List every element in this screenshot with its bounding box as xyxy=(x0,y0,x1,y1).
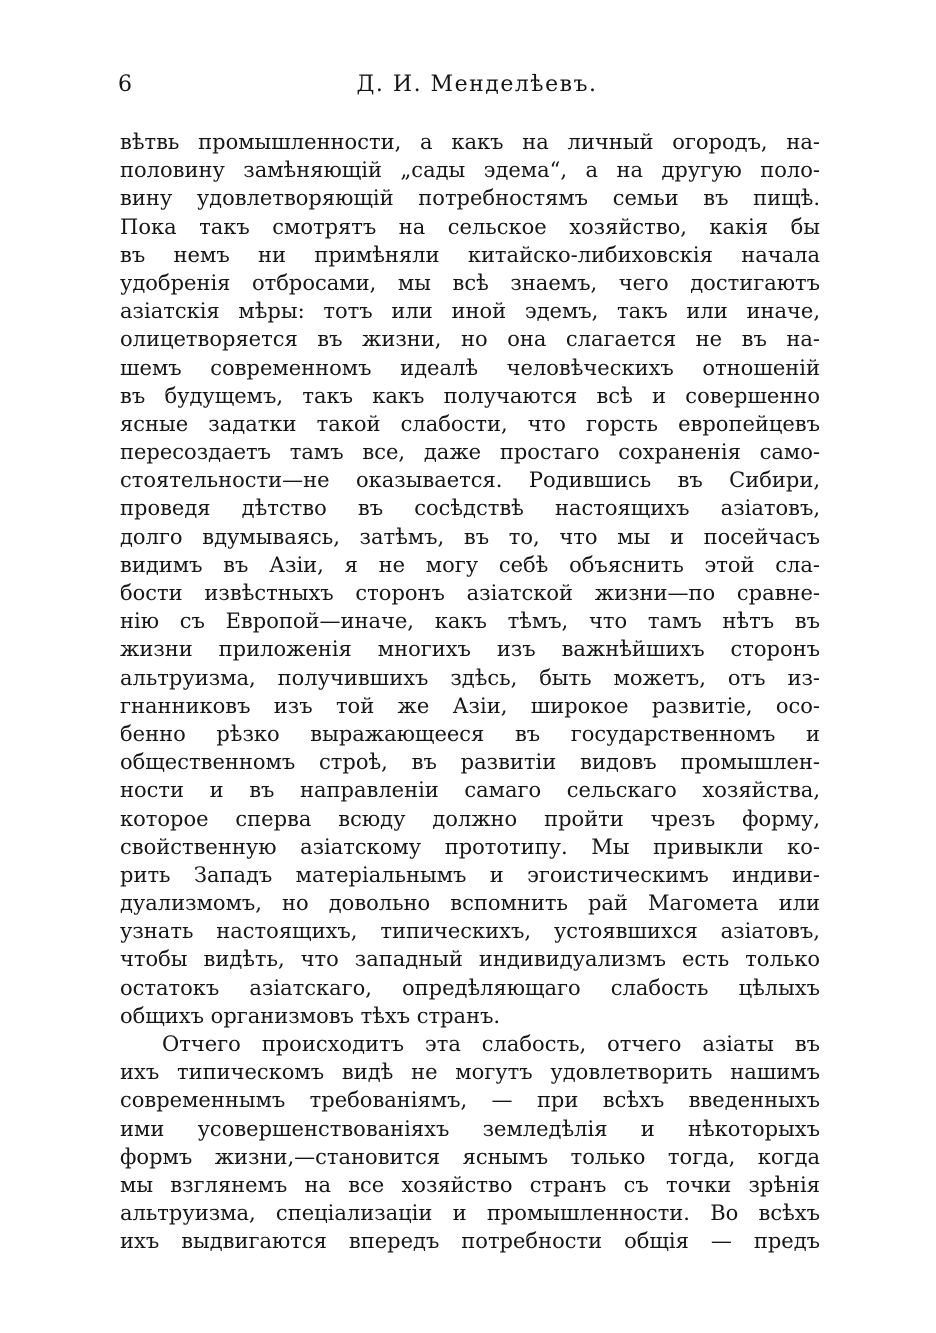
text-line: видимъ въ Азіи, я не могу себѣ объяснить этой сла- xyxy=(120,552,820,577)
text-line: въ будущемъ, такъ какъ получаются всѣ и совершенно xyxy=(120,383,820,408)
page-header xyxy=(118,72,836,104)
text-line: чтобы видѣть, что западный индивидуализмъ есть только xyxy=(120,947,820,972)
text-line: Пока такъ смотрятъ на сельское хозяйство, какія бы xyxy=(120,214,820,239)
text-line: пересоздаетъ тамъ все, даже простаго сохраненія само- xyxy=(120,440,820,465)
text-line: вѣтвь промышленности, а какъ на личный огородъ, на- xyxy=(120,130,820,154)
text-line: альтруизма, спеціализаціи и промышленности. Во всѣхъ xyxy=(120,1201,820,1226)
text-line: ихъ типическомъ видѣ не могутъ удовлетворить нашимъ xyxy=(120,1060,820,1085)
text-line: олицетворяется въ жизни, но она слагается не въ на- xyxy=(120,327,820,352)
text-line: альтруизма, получившихъ здѣсь, быть можетъ, отъ из- xyxy=(120,665,820,690)
text-line: ими усовершенствованіяхъ земледѣлія и нѣкоторыхъ xyxy=(120,1116,820,1141)
text-line: жизни приложенія многихъ изъ важнѣйшихъ сторонъ xyxy=(120,637,820,662)
text-line: общихъ организмовъ тѣхъ странъ. xyxy=(120,1003,501,1028)
text-line: бенно рѣзко выражающееся въ государственномъ и xyxy=(120,721,820,746)
text-line: остатокъ азіатскаго, опредѣляющаго слабость цѣлыхъ xyxy=(120,975,820,1000)
text-line: вину удовлетворяющій потребностямъ семьи въ пищѣ. xyxy=(120,186,820,211)
text-line: шемъ современномъ идеалѣ человѣческихъ отношеній xyxy=(120,355,820,380)
paragraph xyxy=(120,1030,820,1256)
text-line: ихъ выдвигаются впередъ потребности общія — предъ xyxy=(120,1229,820,1254)
body-text xyxy=(120,128,820,1256)
text-line: рить Западъ матеріальнымъ и эгоистическимъ индиви- xyxy=(120,862,820,887)
text-line: долго вдумываясь, затѣмъ, въ то, что мы и посейчасъ xyxy=(120,524,820,549)
text-line: ности и въ направленіи самаго сельскаго хозяйства, xyxy=(120,778,820,803)
text-line: узнать настоящихъ, типическихъ, устоявшихся азіатовъ, xyxy=(120,919,820,944)
page-number: 6 xyxy=(118,72,132,97)
text-line: мы взглянемъ на все хозяйство странъ съ точки зрѣнія xyxy=(120,1172,820,1197)
running-title: Д. И. Менделѣевъ. xyxy=(356,72,598,97)
text-line: въ немъ ни примѣняли китайско-либиховскія начала xyxy=(120,242,820,267)
text-line: ясные задатки такой слабости, что горсть европейцевъ xyxy=(120,411,820,436)
text-line: гнанниковъ изъ той же Азіи, широкое развитіе, осо- xyxy=(120,693,820,718)
text-line: нію съ Европой—иначе, какъ тѣмъ, что тамъ нѣтъ въ xyxy=(120,609,820,634)
text-line: общественномъ строѣ, въ развитіи видовъ промышлен- xyxy=(120,750,820,775)
text-line: стоятельности—не оказывается. Родившись въ Сибири, xyxy=(120,468,820,493)
paragraph xyxy=(120,128,820,1030)
text-line: современнымъ требованіямъ, — при всѣхъ введенныхъ xyxy=(120,1088,820,1113)
text-line: Отчего происходитъ эта слабость, отчего азіаты въ xyxy=(162,1032,820,1056)
text-line: которое сперва всюду должно пройти чрезъ форму, xyxy=(120,806,820,831)
text-line: свойственную азіатскому прототипу. Мы привыкли ко- xyxy=(120,834,820,859)
text-line: формъ жизни,—становится яснымъ только тогда, когда xyxy=(120,1144,820,1169)
text-line: бости извѣстныхъ сторонъ азіатской жизни—по сравне- xyxy=(120,581,820,605)
text-line: дуализмомъ, но довольно вспомнить рай Магомета или xyxy=(120,891,820,916)
text-line: азіатскія мѣры: тотъ или иной эдемъ, такъ или иначе, xyxy=(120,299,820,324)
text-line: удобренія отбросами, мы всѣ знаемъ, чего достигаютъ xyxy=(120,270,820,295)
text-line: проведя дѣтство въ сосѣдствѣ настоящихъ азіатовъ, xyxy=(120,496,820,521)
text-line: половину замѣняющій „сады эдема“, а на другую поло- xyxy=(120,158,820,183)
